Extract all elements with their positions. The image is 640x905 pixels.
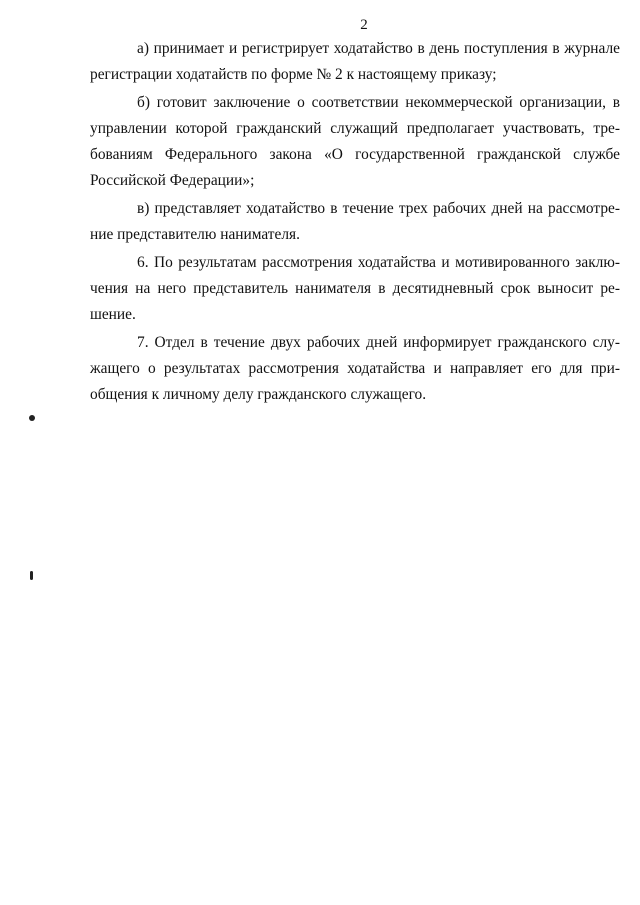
paragraph-item-6	[90, 250, 620, 328]
text-line: 6. По результатам рассмотрения ходатайства и мотивированного заклю-	[137, 254, 620, 271]
scan-speck	[29, 415, 35, 421]
paragraph-subitem-v	[90, 196, 620, 248]
text-line: шение.	[90, 306, 136, 323]
scan-speck	[30, 571, 33, 580]
text-line: б) готовит заключение о соответствии некоммерческой организации, в	[137, 94, 620, 111]
text-line: регистрации ходатайств по форме № 2 к настоящему приказу;	[90, 66, 497, 83]
text-line: 7. Отдел в течение двух рабочих дней информирует гражданского слу-	[137, 334, 620, 351]
text-line: бованиям Федерального закона «О государственной гражданской службе	[90, 146, 620, 163]
text-line: жащего о результатах рассмотрения ходатайства и направляет его для при-	[90, 360, 620, 377]
text-line: в) представляет ходатайство в течение трех рабочих дней на рассмотре-	[137, 200, 620, 217]
text-line: а) принимает и регистрирует ходатайство в день поступления в журнале	[137, 40, 620, 57]
text-line: Российской Федерации»;	[90, 172, 255, 189]
paragraph-item-7	[90, 330, 620, 408]
text-line: чения на него представитель нанимателя в десятидневный срок выносит ре-	[90, 280, 620, 297]
text-line: общения к личному делу гражданского служащего.	[90, 386, 427, 403]
text-line: ние представителю нанимателя.	[90, 226, 300, 243]
paragraph-subitem-b	[90, 90, 620, 194]
page-number: 2	[360, 17, 368, 33]
text-line: управлении которой гражданский служащий предполагает участвовать, тре-	[90, 120, 620, 137]
paragraph-subitem-a	[90, 36, 620, 88]
